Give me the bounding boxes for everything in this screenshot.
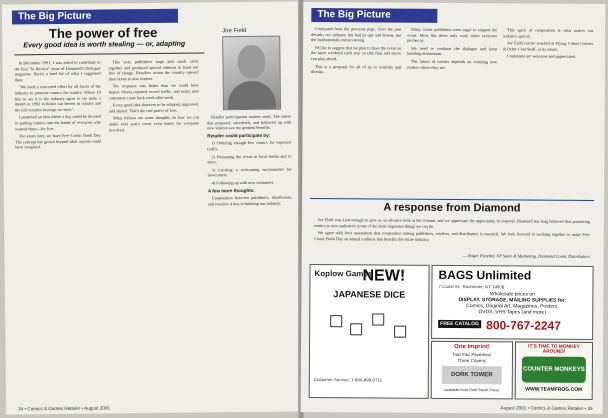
section-banner: The Big Picture — [12, 9, 178, 25]
dork-sub: Two Fan Favorites! — [452, 351, 492, 358]
paragraph: We need to continue the dialogue and keep building momentum. — [407, 45, 498, 57]
author-byline: Joe Field — [222, 28, 247, 35]
paragraph: In December 1991, I was asked to contribute to the first "In Review" issue of Diamond's Dialogue magazine. Here's a brief bit of what I suggested then: — [14, 59, 101, 83]
left-page — [2, 1, 302, 414]
dork-footer: available from Dork Storm Press — [444, 387, 500, 393]
response-signature: — Roger Fletcher, VP Sales & Marketing, Diamond Comic Distributors — [463, 253, 590, 259]
dice-icon — [330, 315, 342, 327]
response-title: A response from Diamond — [383, 201, 521, 215]
bags-address: 7 Canal St., Rochester, NY 14608 — [438, 283, 505, 290]
paragraph: Every good idea deserves to be adapted, improved, and shared. That's the real power of free. — [108, 101, 199, 114]
photo-shoulders — [228, 81, 276, 110]
dice-icon — [394, 326, 406, 338]
paragraph: Joe Field can be reached at Flying Colors Comics & Other Cool Stuff, or by email. — [503, 40, 594, 52]
article-column-3 — [207, 114, 294, 395]
paragraph: This spirit of cooperation is what makes our industry special. — [503, 27, 594, 39]
bags-line: Comics, Original Art, Magazines, Posters, — [466, 303, 559, 310]
bags-unlimited-ad — [431, 265, 594, 340]
response-box — [310, 198, 594, 263]
monkey-logo: COUNTER MONKEYS — [522, 356, 586, 382]
koplow-contact: Customer Service: 1-800-899-0711 — [313, 377, 383, 383]
bags-line: DISPLAY, STORAGE, MAILING SUPPLIES for: — [458, 297, 567, 304]
paragraph: The future of comics depends on reaching new readers where they are. — [406, 58, 498, 70]
divider — [14, 52, 204, 55]
dice-icon — [372, 313, 384, 325]
paragraph: "We need a concerted effort by all facets of the industry to promote comics for comics. Where I'd like to see it is the industry agree to set aside a month in 1992 to honor our heroes in comics and the rich creative heritage we have." — [14, 83, 101, 113]
paragraph: What follows are some thoughts on how we can make next year's event even better for everyone involved. — [109, 114, 200, 132]
page-footer: August 2001 • Comics & Games Retailer • 35 — [500, 405, 593, 411]
response-text — [314, 217, 590, 253]
koplow-logo: Koplow Games — [314, 269, 373, 279]
article-column-2 — [108, 59, 202, 396]
paragraph: Comments are welcome and appreciated. — [507, 53, 577, 60]
paragraph: The response was better than we could have hoped. Stores reported record traffic, and many new customers came back week after week. — [108, 82, 199, 101]
paragraph: Retailer participation matters most. The stores that prepared, advertised, and followed up with new visitors saw the greatest benefits. — [207, 113, 292, 131]
photo-head — [237, 45, 265, 79]
bags-phone: 800-767-2247 — [486, 318, 561, 333]
paragraph: Ten years later, we have Free Comic Book Day. The concept has grown beyond what anyone could have imagined. — [15, 132, 102, 150]
list-item: 2) Promoting the event in local media and in store. — [207, 153, 292, 165]
list-item: 1) Ordering enough free comics for expected traffic. — [207, 139, 292, 152]
subhead: Retailer could participate by: — [207, 132, 271, 139]
paragraph: This is a proposal for all of us to consider and discuss. — [310, 63, 402, 75]
article-title: The power of free — [48, 24, 158, 42]
page-footer: 34 • Comics & Games Retailer • August 2001 — [18, 405, 110, 412]
bags-logo: BAGS Unlimited — [438, 267, 532, 283]
bags-catalog-label: FREE CATALOG — [438, 320, 481, 328]
dork-logo: DORK TOWER — [442, 366, 502, 384]
koplow-product: JAPANESE DICE — [333, 289, 406, 300]
koplow-headline: NEW! — [362, 267, 406, 285]
section-banner: The Big Picture — [311, 8, 437, 23]
paragraph: Continued from the previous page. Over the past decade, our industry has had its ups and downs, but the fundamentals remain strong. — [311, 26, 402, 43]
subhead: A few more thoughts: — [207, 187, 255, 193]
monkey-headline: IT'S TIME TO MONKEY AROUND! — [528, 344, 580, 355]
paragraph: We agree with Joe's assessment that cooperation among publishers, retailers, and distributors is essential. We look forward to working together to make Free Comic Book Day an annual tradition that benefits the entire industry. — [313, 230, 590, 242]
article-column-1 — [14, 60, 104, 397]
list-item: 4) Following up with new customers. — [211, 179, 275, 186]
bags-line: Wholesale prices on — [489, 291, 535, 298]
dork-headline: One Imprint! — [454, 344, 490, 351]
article-subtitle: Every good idea is worth stealing — or, adapting — [23, 40, 186, 50]
monkey-url[interactable]: WWW.TEAMFROG.COM — [525, 386, 583, 393]
paragraph: Joe Field was kind enough to give us an advance look at his column, and we appreciate the opportunity to respond. Diamond has long believed that promoting comics to new audiences is one of the most important things we can do. — [313, 217, 590, 229]
dork-storm-ad — [431, 341, 513, 400]
list-item: 3) Creating a welcoming environment for newcomers. — [207, 166, 292, 178]
right-page — [301, 2, 606, 414]
bags-line: DVDS, VHS Tapes (and more) — [478, 309, 547, 316]
paragraph: This year, publishers large and small came together and produced special editions to hand out free of charge. Retailers across the country opened their doors to new readers. — [108, 58, 199, 82]
paragraph: Many comic publishers were eager to support the event. Ideas like these only work when everyone pitches in. — [407, 26, 498, 43]
paragraph: Cooperation between publishers, distributors, and retailers is key to building our industry. — [207, 194, 292, 207]
dork-sub: Three Covers! — [457, 358, 487, 364]
paragraph: I proposed an idea where a day could be devoted to putting comics into the hands of everyone who wanted them—for free. — [15, 113, 102, 131]
author-photo — [222, 36, 281, 111]
paragraph: I'd like to suggest that we plan to have the event on the same weekend each year so that fans and stores can plan ahead. — [311, 44, 402, 62]
counter-monkeys-ad — [515, 341, 593, 400]
dice-icon — [350, 323, 362, 335]
koplow-ad — [309, 264, 430, 399]
